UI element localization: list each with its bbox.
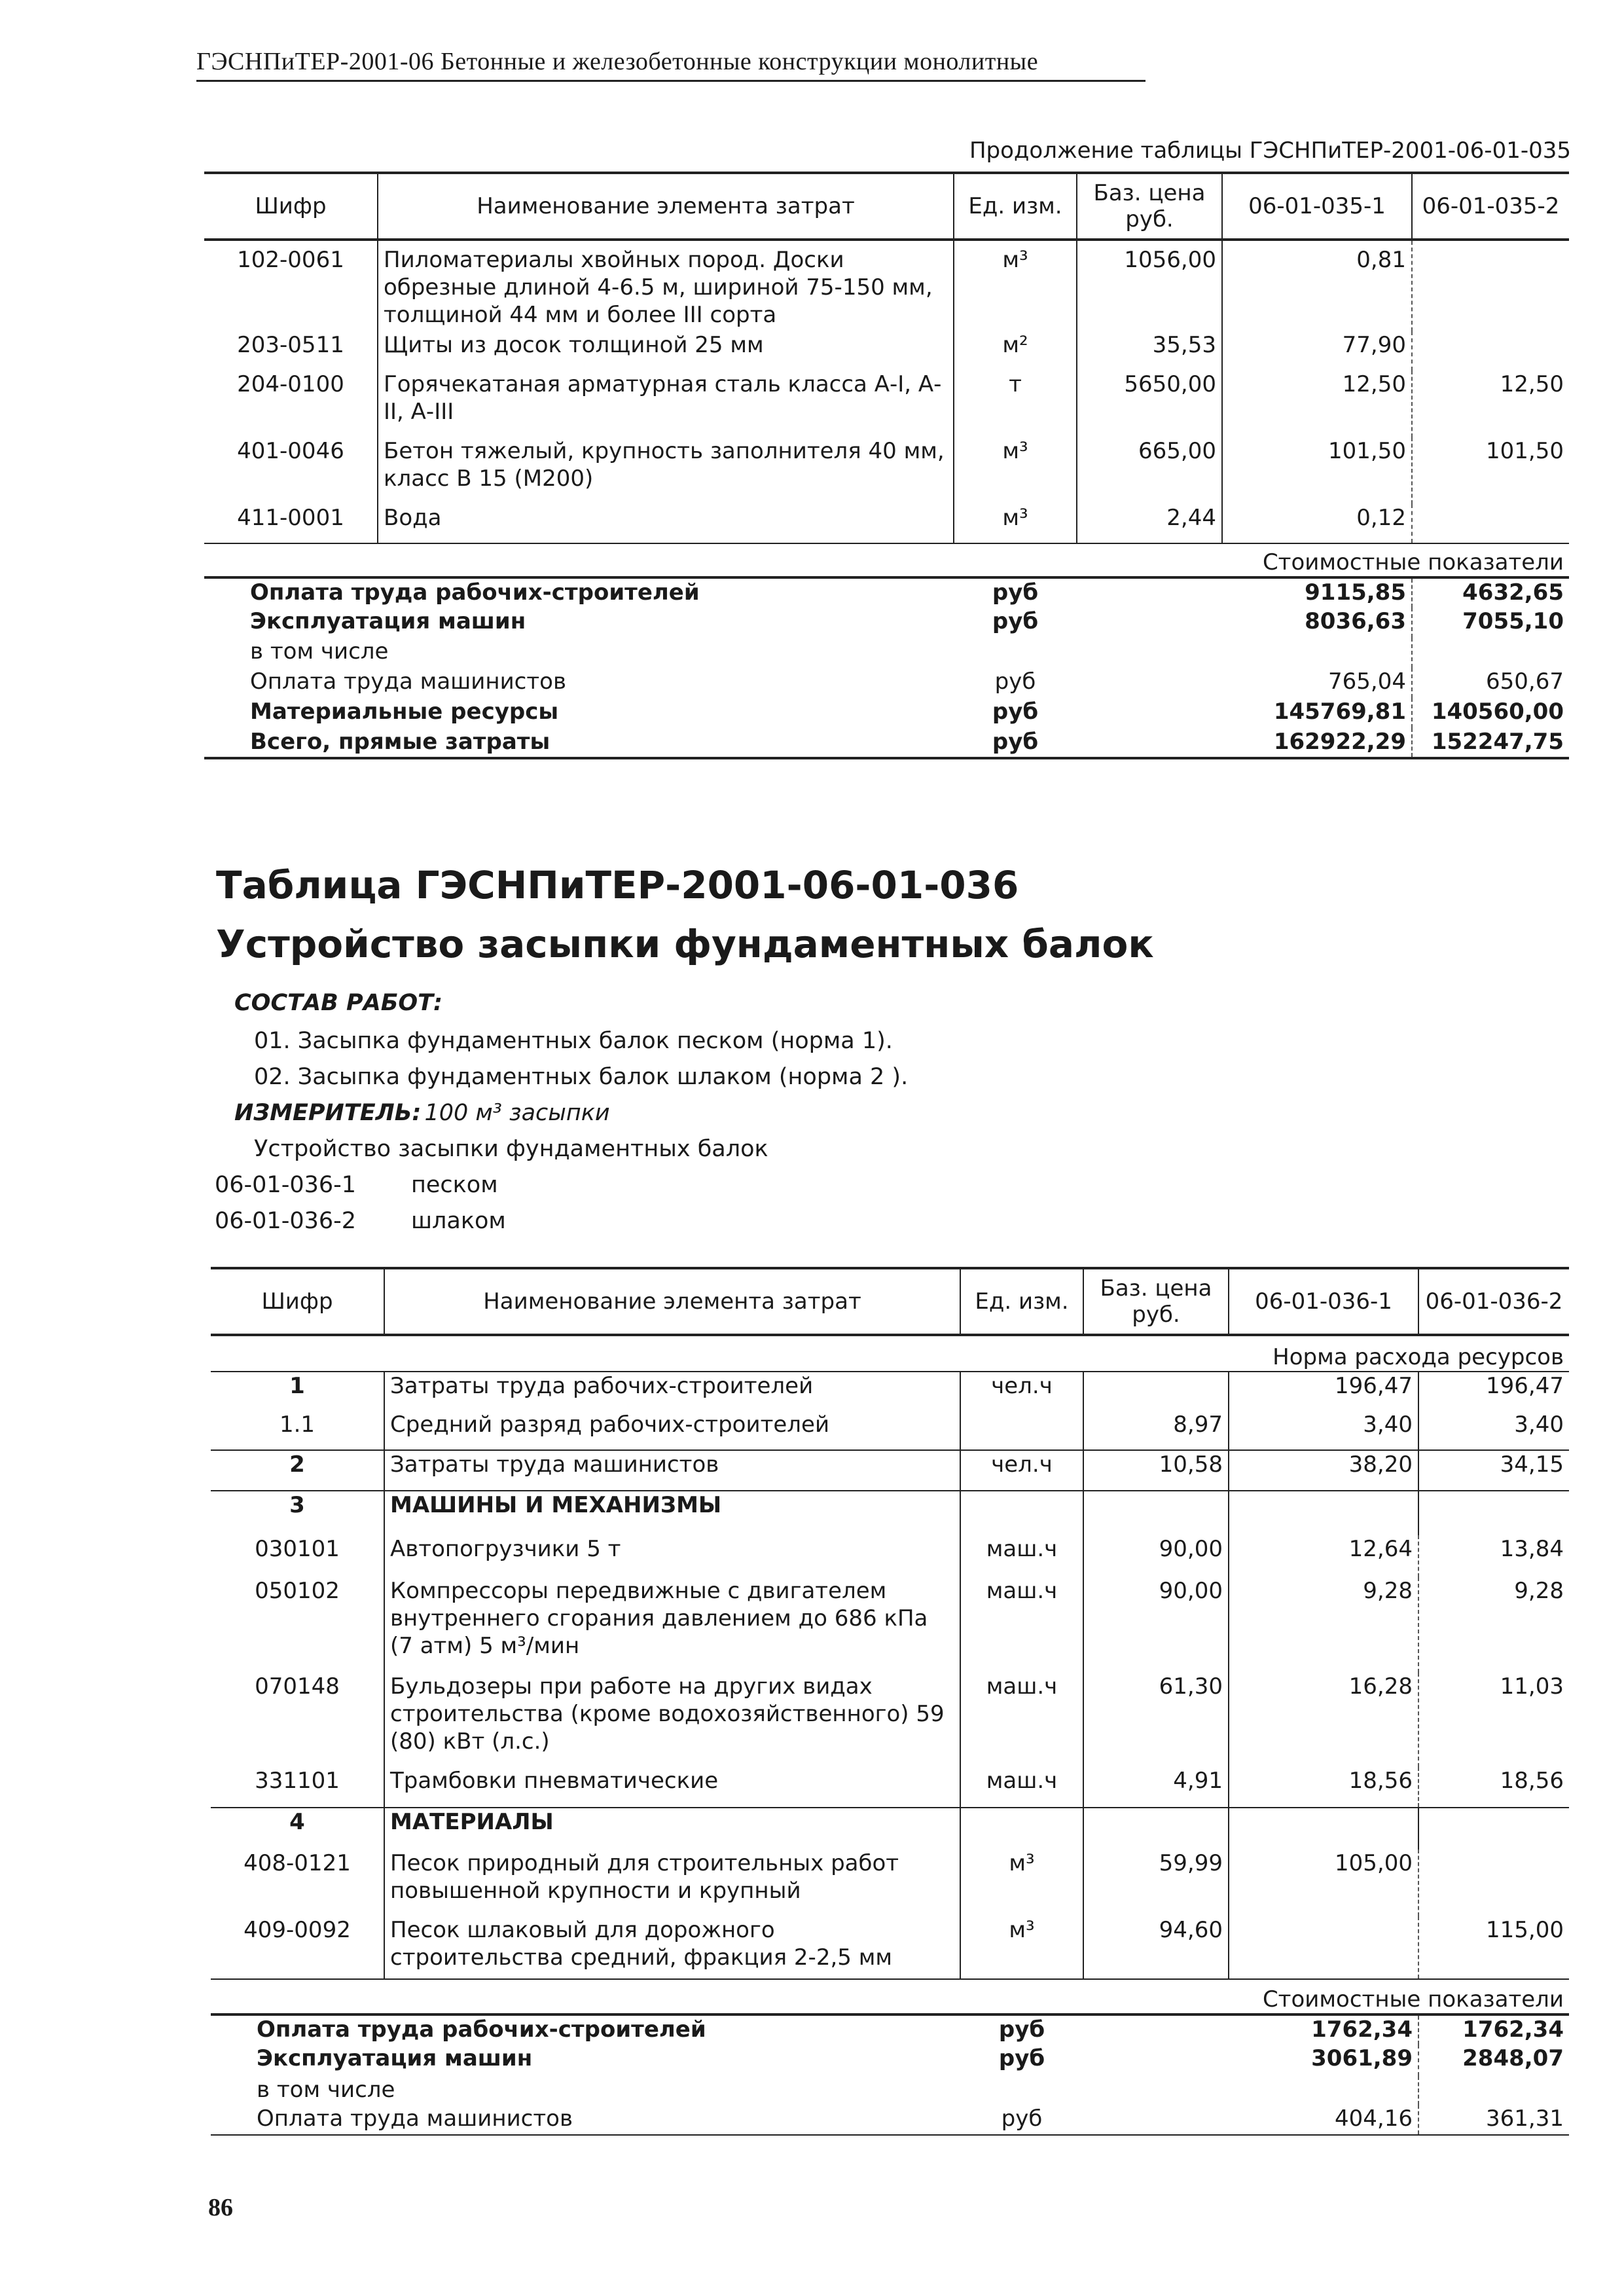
t2-code: 2	[211, 1450, 384, 1491]
t2-unit: м³	[960, 1916, 1083, 1979]
t1-code: 203-0511	[237, 332, 344, 358]
norm-description: Устройство засыпки фундаментных балок	[254, 1136, 768, 1162]
t2-cost-v1: 1762,34	[1229, 2014, 1418, 2045]
t1-v2: 12,50	[1412, 371, 1569, 437]
norm-text: шлаком	[411, 1208, 506, 1234]
t1-unit: м³	[954, 240, 1077, 331]
t2-cost-v1: 404,16	[1229, 2105, 1418, 2135]
work-item: 01. Засыпка фундаментных балок песком (норма 1).	[254, 1028, 893, 1054]
table-row	[211, 1808, 1569, 1850]
t1-cost-v2: 650,67	[1412, 668, 1569, 698]
t1-name: Горячекатаная арматурная сталь класса А-I, А-II, А-III	[378, 371, 954, 437]
t1-cost-v1: 9115,85	[1222, 577, 1412, 608]
t1-price: 2,44	[1077, 504, 1222, 543]
table-row	[211, 2014, 1569, 2045]
t2-v1: 196,47	[1229, 1372, 1418, 1411]
norm-text: песком	[411, 1172, 498, 1198]
t1-col-v1: 06-01-035-1	[1222, 173, 1412, 240]
t1-unit: т	[954, 371, 1077, 437]
t1-cost-v1	[1222, 638, 1412, 668]
t1-col-name: Наименование элемента затрат	[378, 173, 954, 240]
t1-col-v2: 06-01-035-2	[1412, 173, 1569, 240]
table1-caption: Продолжение таблицы ГЭСНПиТЕР-2001-06-01-035	[969, 137, 1571, 164]
t1-cost-v2: 4632,65	[1412, 577, 1569, 608]
header-rule	[196, 80, 1146, 82]
t2-unit	[960, 1411, 1083, 1450]
t2-code: 070148	[255, 1673, 340, 1700]
t2-price: 10,58	[1083, 1450, 1229, 1491]
table1	[204, 172, 1569, 759]
t2-v2	[1418, 1808, 1569, 1850]
table-row	[204, 504, 1569, 543]
t2-code: 1.1	[279, 1412, 316, 1438]
t2-v2: 115,00	[1418, 1916, 1569, 1979]
t2-code: 030101	[255, 1536, 340, 1562]
t2-code: 1	[211, 1372, 384, 1411]
t1-v1: 77,90	[1222, 331, 1412, 371]
meter-label: ИЗМЕРИТЕЛЬ:	[234, 1100, 422, 1126]
t1-cost-name: Всего, прямые затраты	[204, 728, 954, 758]
t2-v1	[1229, 1491, 1418, 1535]
t2-cost-v2: 361,31	[1418, 2105, 1569, 2135]
t1-code: 411-0001	[237, 505, 344, 531]
t2-price: 90,00	[1083, 1535, 1229, 1577]
t2-unit	[960, 1491, 1083, 1535]
table-row	[211, 1411, 1569, 1450]
t2-price: 8,97	[1083, 1411, 1229, 1450]
t2-name: МАТЕРИАЛЫ	[384, 1808, 960, 1850]
t1-price: 5650,00	[1077, 371, 1222, 437]
t1-cost-name: Материальные ресурсы	[250, 699, 559, 725]
t1-cost-v2: 152247,75	[1412, 728, 1569, 758]
t2-v2: 34,15	[1418, 1450, 1569, 1491]
t2-norm-caption: Норма расхода ресурсов	[1272, 1344, 1564, 1370]
t1-col-code: Шифр	[204, 173, 378, 240]
t1-cost-unit: руб	[954, 577, 1077, 608]
t1-cost-name: Оплата труда машинистов	[250, 668, 567, 695]
table-row	[211, 1491, 1569, 1535]
t1-unit: м³	[954, 437, 1077, 504]
t2-v1	[1229, 1916, 1418, 1979]
table-row	[204, 638, 1569, 668]
running-title: ГЭСНПиТЕР-2001-06 Бетонные и железобетонные конструкции монолитные	[196, 48, 1039, 75]
t1-v2: 101,50	[1412, 437, 1569, 504]
t2-name: Компрессоры передвижные с двигателем внутреннего сгорания давлением до 686 кПа (7 атм) 5 м³/мин	[384, 1577, 960, 1673]
t2-v2	[1418, 1850, 1569, 1916]
t1-cost-v2	[1412, 638, 1569, 668]
t1-code: 401-0046	[237, 438, 344, 464]
meter-value: 100 м³ засыпки	[424, 1100, 610, 1126]
t2-unit	[960, 1808, 1083, 1850]
t1-cost-unit: руб	[994, 668, 1036, 695]
t2-name: Песок природный для строительных работ повышенной крупности и крупный	[384, 1850, 960, 1916]
table-row	[211, 1850, 1569, 1916]
table2	[211, 1267, 1569, 2136]
page-number: 86	[208, 2194, 233, 2221]
table-row	[204, 331, 1569, 371]
t1-cost-v1: 765,04	[1328, 668, 1406, 695]
table-row	[204, 668, 1569, 698]
norm-code: 06-01-036-2	[215, 1208, 357, 1234]
t2-unit: м³	[960, 1850, 1083, 1916]
norm-code: 06-01-036-1	[215, 1172, 357, 1198]
t2-cost-caption: Стоимостные показатели	[211, 1979, 1569, 2014]
t2-v2	[1418, 1491, 1569, 1535]
t2-price: 59,99	[1083, 1850, 1229, 1916]
t2-cost-unit: руб	[960, 2105, 1083, 2135]
t2-cost-v2	[1418, 2076, 1569, 2105]
table-row	[211, 1916, 1569, 1979]
t1-cost-unit: руб	[954, 728, 1077, 758]
t2-cost-v1: 3061,89	[1311, 2045, 1413, 2071]
t1-cost-caption: Стоимостные показатели	[204, 543, 1569, 577]
t2-v1: 18,56	[1229, 1767, 1418, 1808]
t2-name: Трамбовки пневматические	[384, 1767, 960, 1808]
t1-cost-name: Эксплуатация машин	[250, 608, 526, 634]
t2-name: Автопогрузчики 5 т	[384, 1535, 960, 1577]
t2-cost-v2: 1762,34	[1418, 2014, 1569, 2045]
t1-v1: 0,81	[1222, 240, 1412, 331]
t2-cost-name: в том числе	[257, 2077, 395, 2103]
meter-line	[234, 1100, 610, 1126]
t2-cost-unit: руб	[960, 2014, 1083, 2045]
t1-cost-v2: 140560,00	[1412, 698, 1569, 728]
t2-v1: 12,64	[1229, 1535, 1418, 1577]
t2-col-price: Баз. цена руб.	[1083, 1268, 1229, 1335]
t1-unit: м²	[954, 331, 1077, 371]
t2-price: 94,60	[1083, 1916, 1229, 1979]
t2-code: 4	[211, 1808, 384, 1850]
t2-v1: 105,00	[1229, 1850, 1418, 1916]
table-row	[211, 1535, 1569, 1577]
t1-v1: 12,50	[1222, 371, 1412, 437]
t2-cost-v2: 2848,07	[1418, 2045, 1569, 2076]
table-row	[211, 1577, 1569, 1673]
table-row	[211, 1372, 1569, 1411]
t2-col-unit: Ед. изм.	[960, 1268, 1083, 1335]
t1-cost-v1: 145769,81	[1273, 699, 1406, 725]
table-row	[204, 437, 1569, 504]
t2-unit: маш.ч	[960, 1577, 1083, 1673]
table-row	[204, 577, 1569, 608]
t2-name: Песок шлаковый для дорожного строительства средний, фракция 2-2,5 мм	[384, 1916, 960, 1979]
section-title: Таблица ГЭСНПиТЕР-2001-06-01-036	[216, 863, 1019, 907]
section-subtitle: Устройство засыпки фундаментных балок	[216, 922, 1154, 966]
t2-price: 90,00	[1083, 1577, 1229, 1673]
t2-v2: 3,40	[1418, 1411, 1569, 1450]
table-row	[211, 1450, 1569, 1491]
t2-name: Бульдозеры при работе на других видах строительства (кроме водохозяйственного) 59 (80) кВт (л.с.)	[384, 1673, 960, 1767]
t2-code: 331101	[255, 1768, 340, 1794]
t1-cost-v1: 162922,29	[1222, 728, 1412, 758]
t2-col-v2: 06-01-036-2	[1418, 1268, 1569, 1335]
t2-v2: 11,03	[1418, 1673, 1569, 1767]
t1-unit: м³	[954, 504, 1077, 543]
t2-v1: 3,40	[1229, 1411, 1418, 1450]
t2-code: 409-0092	[244, 1917, 351, 1943]
t2-unit: маш.ч	[960, 1673, 1083, 1767]
t2-v1	[1229, 1808, 1418, 1850]
table-row	[204, 608, 1569, 638]
work-item: 02. Засыпка фундаментных балок шлаком (норма 2 ).	[254, 1064, 909, 1090]
table-row	[204, 698, 1569, 728]
t2-price	[1083, 1808, 1229, 1850]
t2-unit: маш.ч	[960, 1767, 1083, 1808]
table-row	[211, 2105, 1569, 2135]
t1-price: 35,53	[1077, 331, 1222, 371]
t2-code: 050102	[255, 1578, 340, 1604]
t2-name: Затраты труда машинистов	[384, 1450, 960, 1491]
t2-cost-name: Оплата труда рабочих-строителей	[211, 2014, 960, 2045]
t2-price	[1083, 1491, 1229, 1535]
table-row	[204, 240, 1569, 331]
t2-cost-unit	[960, 2076, 1083, 2105]
t1-cost-unit: руб	[992, 608, 1039, 634]
works-label: СОСТАВ РАБОТ:	[234, 990, 442, 1016]
t1-cost-v1: 8036,63	[1305, 608, 1406, 634]
t2-cost-name: Эксплуатация машин	[257, 2045, 533, 2071]
t1-name: Пиломатериалы хвойных пород. Доски обрезные длиной 4-6.5 м, шириной 75-150 мм, толщиной 44 мм и более III сорта	[378, 240, 954, 331]
t2-name: МАШИНЫ И МЕХАНИЗМЫ	[384, 1491, 960, 1535]
table-row	[211, 2076, 1569, 2105]
t1-v2	[1412, 331, 1569, 371]
t1-cost-v2: 7055,10	[1412, 608, 1569, 638]
t2-price: 4,91	[1083, 1767, 1229, 1808]
table-row	[211, 1673, 1569, 1767]
t2-v2: 13,84	[1418, 1535, 1569, 1577]
t2-col-v1: 06-01-036-1	[1229, 1268, 1418, 1335]
t2-v1: 9,28	[1229, 1577, 1418, 1673]
t1-code: 102-0061	[237, 247, 344, 273]
t1-col-unit: Ед. изм.	[954, 173, 1077, 240]
t1-name: Щиты из досок толщиной 25 мм	[378, 331, 954, 371]
t1-v1: 101,50	[1222, 437, 1412, 504]
t2-v1: 16,28	[1229, 1673, 1418, 1767]
t2-unit: чел.ч	[960, 1372, 1083, 1411]
table-row	[211, 2045, 1569, 2076]
t2-name: Средний разряд рабочих-строителей	[384, 1411, 960, 1450]
t2-cost-name: Оплата труда машинистов	[211, 2105, 960, 2135]
t2-col-code: Шифр	[211, 1268, 384, 1335]
t2-unit: маш.ч	[960, 1535, 1083, 1577]
t2-v1: 38,20	[1229, 1450, 1418, 1491]
t2-cost-v1	[1229, 2076, 1418, 2105]
t1-cost-unit: руб	[992, 699, 1039, 725]
t2-name: Затраты труда рабочих-строителей	[384, 1372, 960, 1411]
t2-v2: 9,28	[1418, 1577, 1569, 1673]
t2-col-name: Наименование элемента затрат	[384, 1268, 960, 1335]
t1-code: 204-0100	[237, 371, 344, 397]
t2-price: 61,30	[1083, 1673, 1229, 1767]
table-row	[204, 371, 1569, 437]
t1-cost-unit	[954, 638, 1077, 668]
t1-col-price: Баз. цена руб.	[1077, 173, 1222, 240]
t2-cost-unit: руб	[998, 2045, 1045, 2071]
t1-v2	[1412, 504, 1569, 543]
t1-v1: 0,12	[1222, 504, 1412, 543]
t1-cost-name: Оплата труда рабочих-строителей	[204, 577, 954, 608]
t2-v2: 18,56	[1418, 1767, 1569, 1808]
t2-v2: 196,47	[1418, 1372, 1569, 1411]
t1-price: 1056,00	[1077, 240, 1222, 331]
t1-name: Вода	[378, 504, 954, 543]
t1-cost-name: в том числе	[250, 638, 389, 665]
t1-name: Бетон тяжелый, крупность заполнителя 40 мм, класс В 15 (М200)	[378, 437, 954, 504]
t2-price	[1083, 1372, 1229, 1411]
t2-unit: чел.ч	[960, 1450, 1083, 1491]
t1-price: 665,00	[1077, 437, 1222, 504]
t2-code: 3	[211, 1491, 384, 1535]
t2-code: 408-0121	[244, 1850, 351, 1876]
table-row	[211, 1767, 1569, 1808]
t1-v2	[1412, 240, 1569, 331]
table-row	[204, 728, 1569, 758]
